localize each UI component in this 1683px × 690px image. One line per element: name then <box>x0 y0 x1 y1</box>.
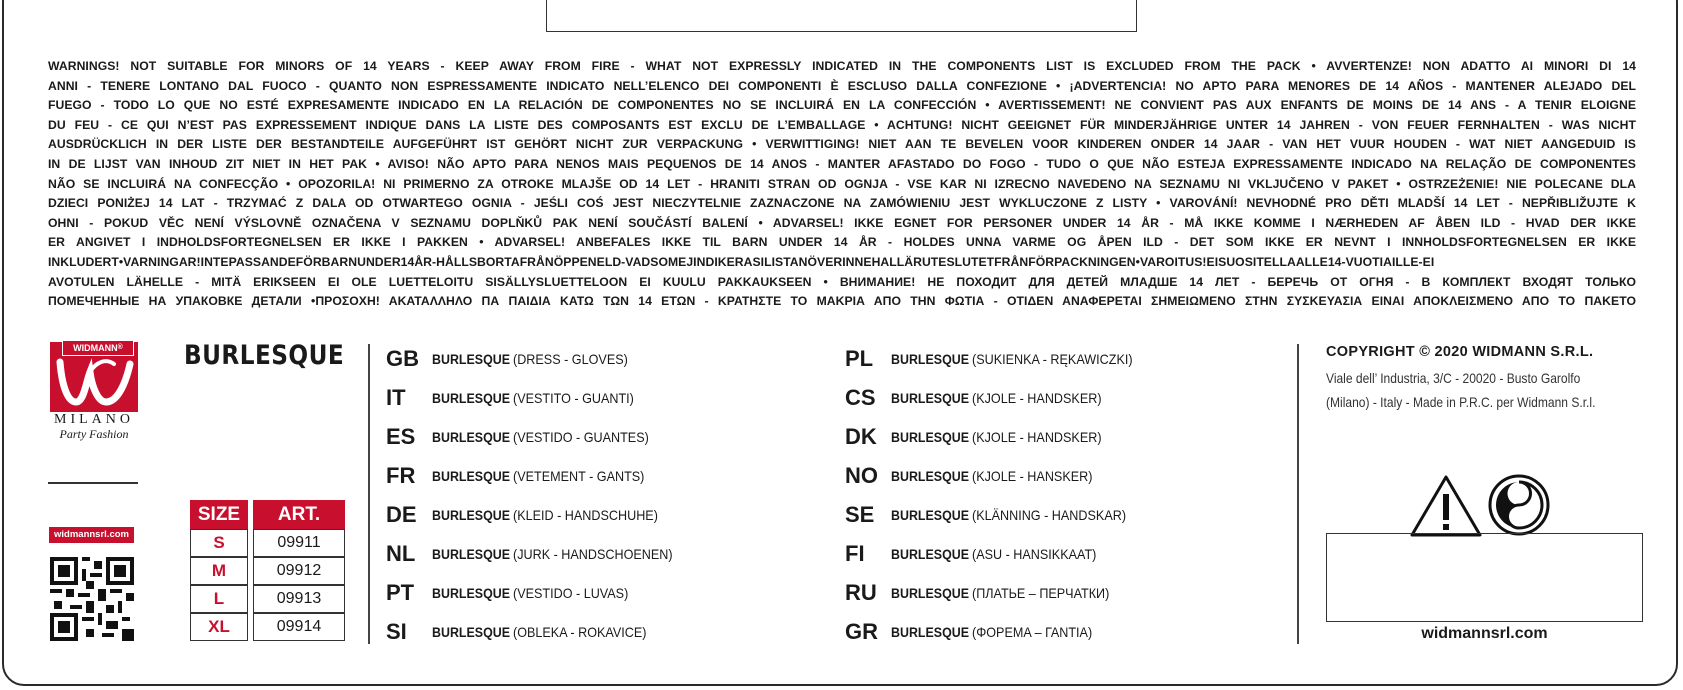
qr-code-icon[interactable] <box>50 556 134 642</box>
product-description: (VESTIDO - GUANTES) <box>512 429 649 445</box>
column-divider-1 <box>368 344 370 644</box>
product-description: (KJOLE - HANDSKER) <box>971 390 1102 406</box>
translation-row <box>386 580 641 604</box>
warning-line: ER ANGIVET I INDHOLDSFORTEGNELSEN ER IKKE I PAKKEN • ADVARSEL! ANBEFALES IKKE TIL BARN UNDER 14 ÅR - HOLDES UNNA VARME OG ÅPEN ILD - DET SOM IKKE ER NEVNT I INNHOLDSFORTEGNELSEN ER IKKE <box>48 235 1636 250</box>
language-code: NL <box>386 541 416 566</box>
warning-line: DU FEU - CE QUI N’EST PAS EXPRESSEMENT INDIQUE DANS LA LISTE DES COMPOSANTS EST EXCLU DE L’EMBALLAGE • ACHTUNG! NICHT GEEIGNET FÜR MINDERJÄHRIGE UNTER 14 JAHREN - VON FEUER FERNHALTEN - WAS NICHT <box>48 117 1636 132</box>
translation-row <box>386 385 647 409</box>
translation-row <box>386 502 674 526</box>
translation-row <box>845 463 1106 487</box>
warning-line: ПОМЕЧЕННЫЕ НА УПАКОВКЕ ДЕТАЛИ •ΠΡΟΣΟΧΗ! ΑΚΑΤΑΛΛΗΛΟ ΠΑ ΠΑΙΔΙΑ ΚΑΤΩ ΤΩΝ 14 ΕΤΩΝ - ΚΡΑΤΗΣΤΕ ΤΟ ΜΑΚΡΙΑ ΑΠΟ ΤΗΝ ΦΩΤΙΑ - ΟΤΙΔΕΝ ΑΝΑΦΕΡΕΤΑΙ ΣΗΜΕΙΩΜΕΝΟ ΣΤΗΝ ΣΥΣΚΕΥΑΣΙΑ ΕΙΝΑΙ ΑΠΟΚΛΕΙΣΜΕΝΟ ΑΠΟ ΤΟ ΠΑΚΕΤΟ <box>48 294 1636 309</box>
product-description: (KJOLE - HANDSKER) <box>971 429 1102 445</box>
art-header: ART. <box>253 500 345 529</box>
warning-line: AVOTULEN LÄHELLE - MITÄ ERIKSEEN EI OLE LUETTELOITU SISÄLLYSLUETTELOON EI KUULU PAKKAUKSEEN • ВНИМАНИЕ! НЕ ПОХОДИТ ДЛЯ ДЕТЕЙ МЛАДШЕ 14 ЛЕТ - БЕРЕЧЬ ОТ ОГНЯ - В КОМПЛЕКТ ВХОДЯТ ТОЛЬКО <box>48 274 1636 289</box>
warning-line: DZIECI PONIŻEJ 14 LAT - TRZYMAĆ Z DALA OD OTWARTEGO OGNIA - JEŚLI COŚ JEST NIECZYTELNIE ZAZNACZONE NA ZAMÓWIENIU JEST WYKLUCZONE Z LISTY • VAROVÁNÍ! NEVHODNÉ PRO DĚTI MLADŠÍ 14 LET - NEPŘIBLIŽUJTE K <box>48 196 1636 211</box>
size-row <box>190 529 345 557</box>
logo-city: MILANO <box>54 412 134 427</box>
translation-row <box>845 541 1110 565</box>
language-code: SI <box>386 619 407 644</box>
product-name: BURLESQUE <box>891 390 969 406</box>
warning-line: AUSDRÜCKLICH IN DER LISTE DER BESTANDTEILE AUFGEFÜHRT IST GEHÖRT NICHT ZUR VERPACKUNG • VERWITTIGING! NIET AAN TE BEVELEN VOOR KINDEREN ONDER 14 JAAR - VAN HET VUUR HOUDEN - WAT NIET AANGEDUID IS <box>48 137 1636 152</box>
product-description: (VETEMENT - GANTS) <box>512 468 645 484</box>
warning-line: INKLUDERT•VARNINGAR!INTEPASSANDEFÖRBARNUNDER14ÅR-HÅLLSBORTAFRÅNÖPPENELD-VADSOMEJINDIKERASILISTANÖVERINNEHALLÄRUTESLUTETFRÅNFÖRPACKNINGEN•VAROITUS!EISUOSITELLAALLE14-VUOTIAILLE-EI <box>48 254 1435 269</box>
widmann-logo <box>48 342 138 442</box>
top-blank-box <box>546 0 1137 32</box>
safety-warnings <box>48 57 1636 312</box>
language-code: FI <box>845 541 865 566</box>
product-name: BURLESQUE <box>891 624 969 640</box>
warning-line: IN DE LIJST VAN INHOUD ZIT NIET IN HET PAK • AVISO! NÃO APTO PARA NENOS MAIS PEQUENOS DE 14 ANOS - MANTER AFASTADO DO FOGO - TUDO O QUE NÃO ESTEJA EXPRESSAMENTE INDICADO NA RELAÇÃO DE COMPONENTES <box>48 156 1636 171</box>
warning-line: FUEGO - TODO LO QUE NO ESTÉ EXPRESAMENTE INDICADO EN LA RELACIÓN DE COMPONENTES NO SE INCLUIRÁ EN LA CONFECCIÓN • AVERTISSEMENT! NE CONVIENT PAS AUX ENFANTS DE MOINS DE 14 ANS - A TENIR ELOIGNE <box>48 98 1636 113</box>
size-row <box>190 613 345 641</box>
product-description: (JURK - HANDSCHOENEN) <box>512 546 673 562</box>
product-name: BURLESQUE <box>432 468 510 484</box>
product-description: (SUKIENKA - RĘKAWICZKI) <box>971 351 1133 367</box>
product-description: (ΦΟΡΕΜΑ – ΓΑΝΤΙΑ) <box>971 624 1092 640</box>
product-description: (KLEID - HANDSCHUHE) <box>512 507 658 523</box>
address-line-2: (Milano) - Italy - Made in P.R.C. per Widmann S.r.l. <box>1326 394 1596 410</box>
logo-tagline: Party Fashion <box>59 427 129 441</box>
product-name: BURLESQUE <box>891 429 969 445</box>
site-badge[interactable]: widmannsrl.com <box>49 527 134 543</box>
article-number: 09914 <box>253 613 345 641</box>
article-number: 09913 <box>253 585 345 613</box>
product-description: (VESTIDO - LUVAS) <box>512 585 629 601</box>
language-code: RU <box>845 580 877 605</box>
product-description: (DRESS - GLOVES) <box>512 351 628 367</box>
product-name: BURLESQUE <box>432 390 510 406</box>
product-name: BURLESQUE <box>891 468 969 484</box>
language-code: GR <box>845 619 878 644</box>
green-dot-recycle-icon <box>1488 474 1550 536</box>
product-name: BURLESQUE <box>432 351 510 367</box>
language-code: SE <box>845 502 875 527</box>
address-line-1: Viale dell’ Industria, 3/C - 20020 - Busto Garolfo <box>1326 370 1581 386</box>
product-title: BURLESQUE <box>184 340 345 371</box>
language-code: IT <box>386 385 406 410</box>
warning-line: NÃO SE INCLUIRÁ NA CONFECÇÃO • OPOZORILA! NI PRIMERNO ZA OTROKE MLAJŠE OD 14 LET - HRANITI STRAN OD OGNJA - VSE KAR NI IZRECNO NAVEDENO NA SEZNAMU NI VKLJUČENO V PAKET • OSTRZEŻENIE! NIE POLECANE DLA <box>48 176 1636 191</box>
translation-row <box>386 424 664 448</box>
product-description: (OBLEKA - ROKAVICE) <box>512 624 647 640</box>
product-name: BURLESQUE <box>432 507 510 523</box>
language-code: GB <box>386 346 419 371</box>
article-number: 09912 <box>253 557 345 585</box>
language-code: DE <box>386 502 417 527</box>
warning-line: ANNI - TENERE LONTANO DAL FUOCO - QUANTO NON ESPRESSAMENTE INDICATO NELL’ELENCO DEI COMPONENTI È ESCLUSO DALLA CONFEZIONE • ¡ADVERTENCIA! NO APTO PARA MENORES DE 14 AÑOS - MANTENER ALEJADO DEL <box>48 78 1636 93</box>
size-table <box>185 500 350 641</box>
product-name: BURLESQUE <box>891 585 969 601</box>
product-name: BURLESQUE <box>432 624 510 640</box>
article-number: 09911 <box>253 529 345 557</box>
product-description: (VESTITO - GUANTI) <box>512 390 634 406</box>
blank-label-box <box>1326 533 1643 622</box>
product-description: (KLÄNNING - HANDSKAR) <box>971 507 1126 523</box>
copyright-line: COPYRIGHT © 2020 WIDMANN S.R.L. <box>1326 344 1594 360</box>
product-name: BURLESQUE <box>891 546 969 562</box>
product-name: BURLESQUE <box>891 507 969 523</box>
translation-row <box>845 580 1124 604</box>
size-header: SIZE <box>190 500 248 529</box>
warning-triangle-icon <box>1410 474 1482 538</box>
size-row <box>190 585 345 613</box>
logo-brand-banner <box>62 340 134 356</box>
logo-divider <box>48 482 138 484</box>
logo-brand: WIDMANN <box>73 343 118 353</box>
size-value: M <box>190 557 248 585</box>
translation-row <box>386 541 690 565</box>
product-name: BURLESQUE <box>432 429 510 445</box>
product-name: BURLESQUE <box>432 585 510 601</box>
language-code: ES <box>386 424 416 449</box>
translation-row <box>845 346 1150 370</box>
translation-row <box>386 346 640 370</box>
product-description: (ПЛАТЬЕ – ПЕРЧАТКИ) <box>971 585 1110 601</box>
product-name: BURLESQUE <box>891 351 969 367</box>
translation-row <box>386 619 661 643</box>
logo-registered: ® <box>117 344 123 351</box>
language-code: DK <box>845 424 877 449</box>
translation-row <box>845 502 1143 526</box>
language-code: PL <box>845 346 874 371</box>
translation-row <box>845 424 1116 448</box>
warning-line: OHNI - POKUD VĚC NENÍ VÝSLOVNĚ OZNAČENA V SEZNAMU DOPLŇKŮ PAK NENÍ SOUČÁSTÍ BALENÍ • ADVARSEL! IKKE EGNET FOR PERSONER UNDER 14 ÅR - MÅ IKKE KOMME I NÆRHEDEN AF ÅBEN ILD - HVAD DER IKKE <box>48 215 1636 230</box>
translation-row <box>845 619 1105 643</box>
product-description: (ASU - HANSIKKAAT) <box>971 546 1097 562</box>
language-code: NO <box>845 463 878 488</box>
language-code: FR <box>386 463 416 488</box>
size-value: XL <box>190 613 248 641</box>
translation-row <box>845 385 1116 409</box>
size-value: S <box>190 529 248 557</box>
product-description: (KJOLE - HANSKER) <box>971 468 1093 484</box>
translation-row <box>386 463 659 487</box>
website-url[interactable]: widmannsrl.com <box>1421 625 1548 642</box>
product-name: BURLESQUE <box>432 546 510 562</box>
size-value: L <box>190 585 248 613</box>
column-divider-2 <box>1297 344 1299 644</box>
warning-line: WARNINGS! NOT SUITABLE FOR MINORS OF 14 YEARS - KEEP AWAY FROM FIRE - WHAT NOT EXPRESSLY INDICATED IN THE COMPONENTS LIST IS EXCLUDED FROM THE PACK • AVVERTENZE! NON ADATTO AI MINORI DI 14 <box>48 59 1636 73</box>
size-row <box>190 557 345 585</box>
language-code: PT <box>386 580 415 605</box>
language-code: CS <box>845 385 876 410</box>
